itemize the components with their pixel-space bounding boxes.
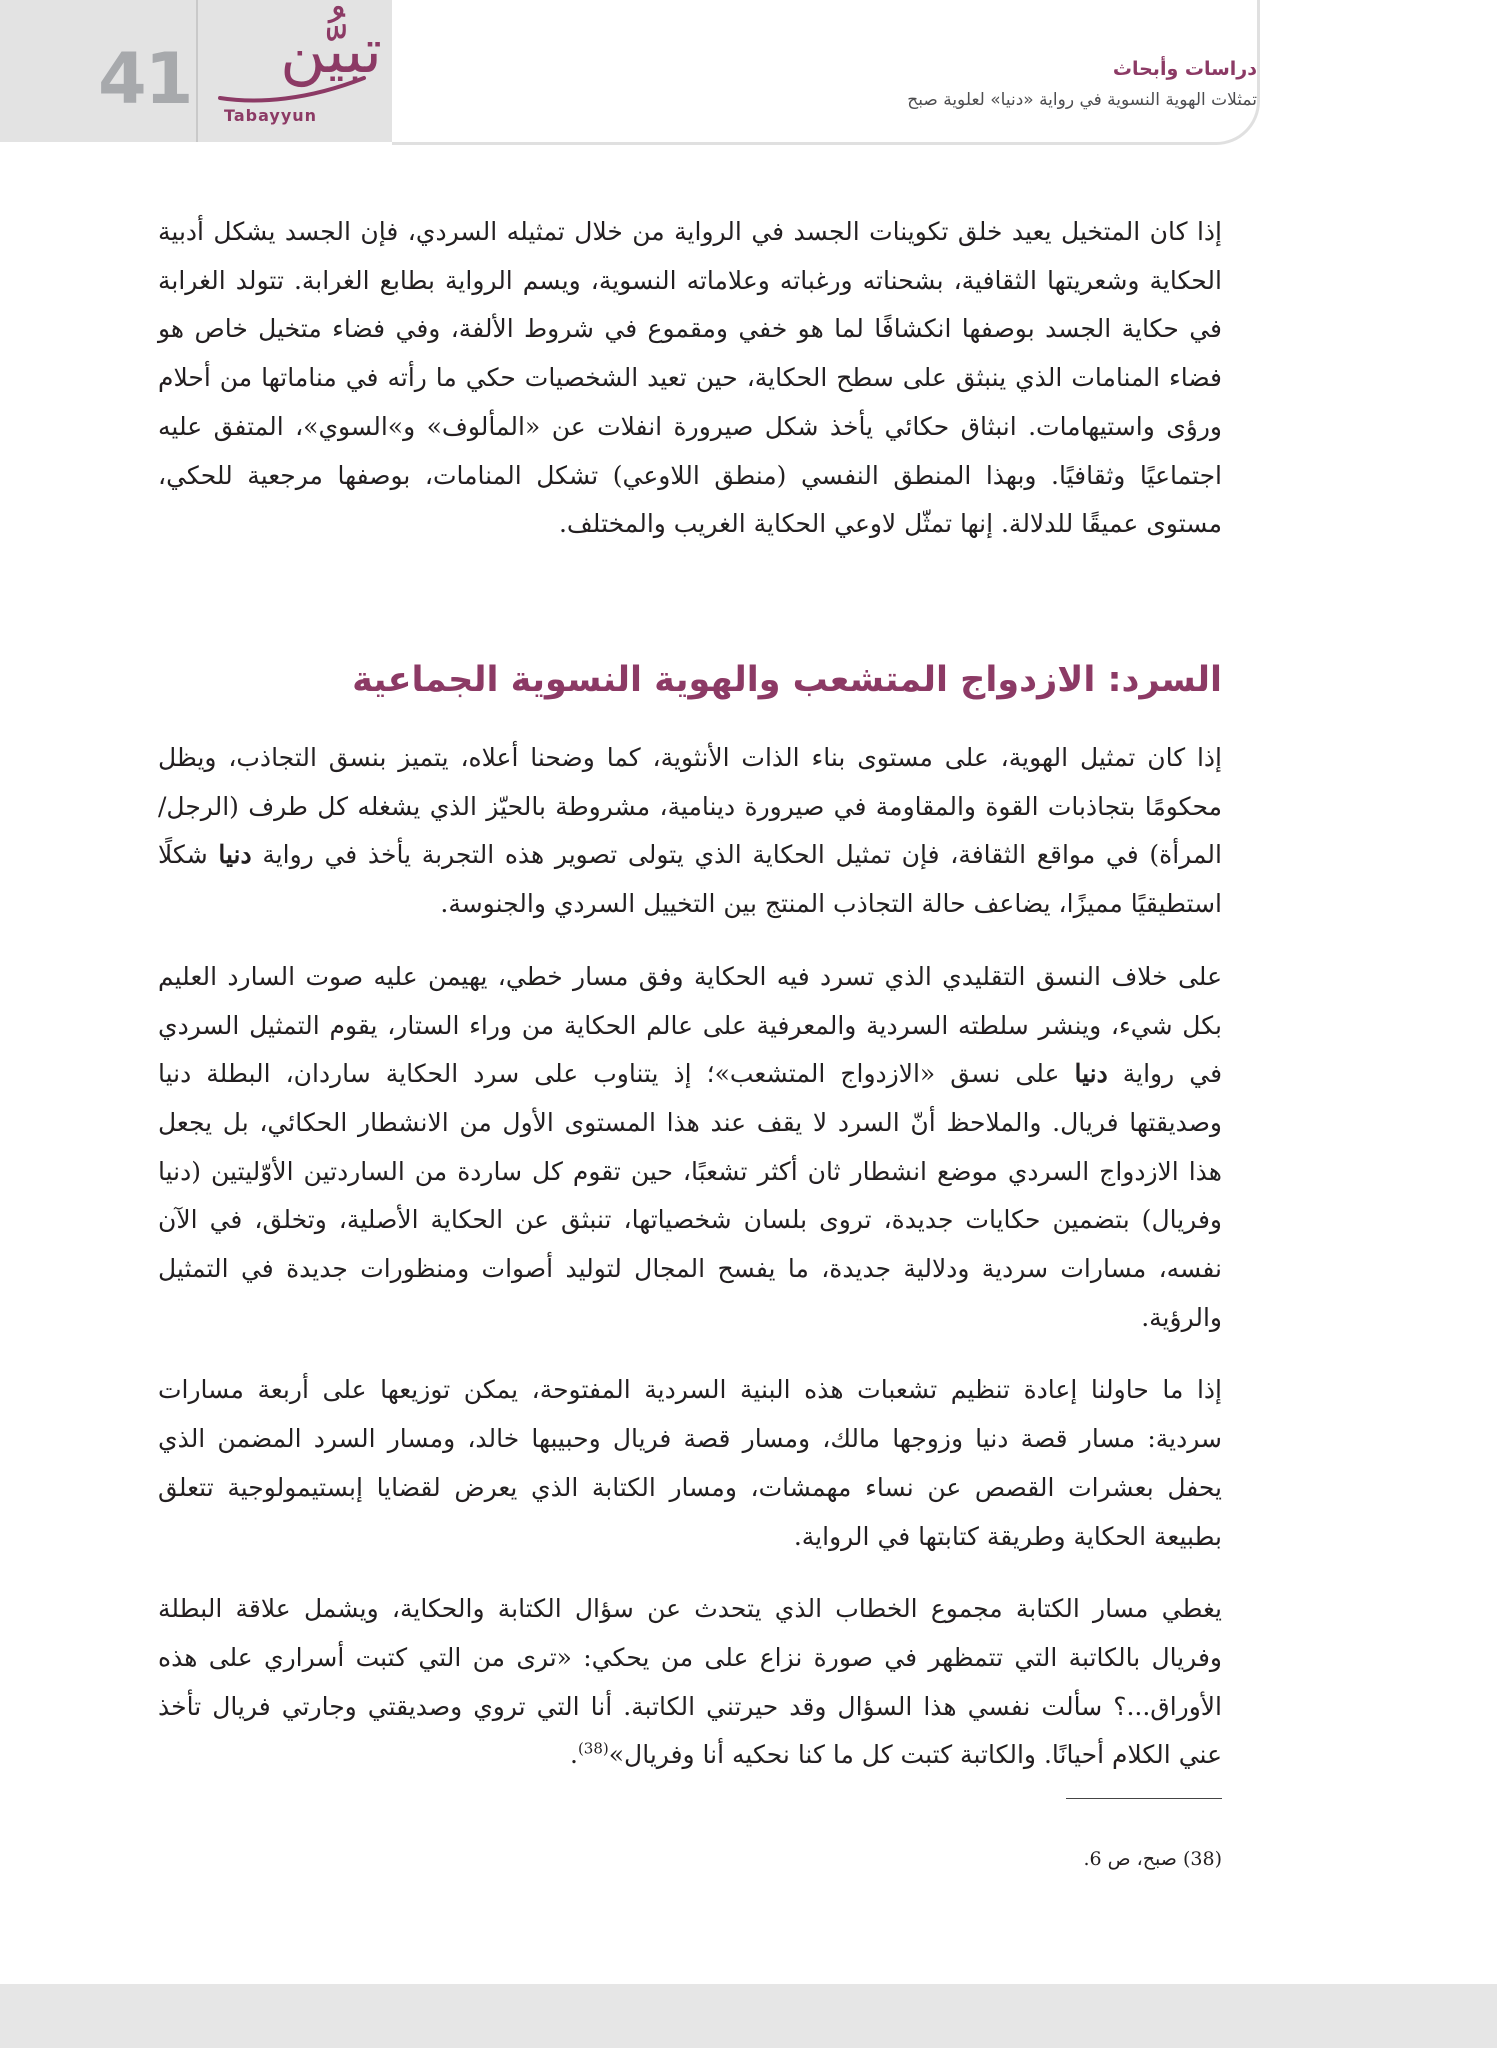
paragraph-5-text: يغطي مسار الكتابة مجموع الخطاب الذي يتحدث عن سؤال الكتابة والحكاية، ويشمل علاقة البطلة وفريال بالكاتبة التي تتمظهر في صورة نزاع على من يحكي: «ترى من التي كتبت أسراري على هذه الأوراق...؟ سألت نفسي هذا السؤال وقد حيرتني الكاتبة. أنا التي تروي وصديقتي وجارتي فريال تأخذ عني الكلام أحيانًا. والكاتبة كتبت كل ما كنا نحكيه أنا وفريال»	[158, 1594, 1223, 1770]
header-divider	[196, 0, 198, 142]
paragraph-2-text-a: إذا كان تمثيل الهوية، على مستوى بناء الذات الأنثوية، كما وضحنا أعلاه، يتميز بنسق التجاذب، ويظل محكومًا بتجاذبات القوة والمقاومة في صيرورة دينامية، مشروطة بالحيّز الذي يشغله كل طرف (الرجل/ المرأة) في مواقع الثقافة، فإن تمثيل الحكاية الذي يتولى تصوير هذه التجربة يأخذ في رواية	[158, 743, 1222, 870]
footnote-reference[interactable]: (38)	[577, 1740, 609, 1759]
footnote-text: صبح، ص 6.	[1083, 1848, 1177, 1870]
paragraph-1: إذا كان المتخيل يعيد خلق تكوينات الجسد في الرواية من خلال تمثيله السردي، فإن الجسد يشكل أدبية الحكاية وشعريتها الثقافية، بشحناته ورغباته وعلاماته النسوية، ويسم الرواية بطابع الغرابة. تتولد الغرابة في حكاية الجسد بوصفها انكشافًا لما هو خفي ومقموع في شروط الألفة، وفي فضاء متخيل خاص هو فضاء المنامات الذي ينبثق على سطح الحكاية، حين تعيد الشخصيات حكي ما رأته في مناماتها من أحلام ورؤى واستيهامات. انبثاق حكائي يأخذ شكل صيرورة انفلات عن «المألوف» و»السوي»، المتفق عليه اجتماعيًا وثقافيًا. وبهذا المنطق النفسي (منطق اللاوعي) تشكل المنامات، بوصفها مرجعية للحكي، مستوى عميقًا للدلالة. إنها تمثّل لاوعي الحكاية الغريب والمختلف.	[158, 217, 1222, 539]
intro-paragraph-block	[158, 208, 1222, 549]
footnote-number: (38)	[1182, 1848, 1222, 1870]
footer-bar	[0, 1984, 1497, 2048]
paragraph-4: إذا ما حاولنا إعادة تنظيم تشعبات هذه البنية السردية المفتوحة، يمكن توزيعها على أربعة مسارات سردية: مسار قصة دنيا وزوجها مالك، ومسار قصة فريال وحبيبها خالد، ومسار السرد المضمن الذي يحفل بعشرات القصص عن نساء مهمشات، ومسار الكتابة الذي يعرض لقضايا إبستيمولوجية تتعلق بطبيعة الحكاية وطريقة كتابتها في الرواية.	[158, 1375, 1222, 1551]
novel-title-dunya: دنيا	[1074, 1059, 1108, 1089]
section-label: دراسات وأبحاث	[1112, 58, 1257, 80]
paragraph-5	[158, 1585, 1222, 1780]
footnote	[1083, 1848, 1222, 1870]
paragraph-5-end: .	[569, 1740, 578, 1770]
paragraph-2-text-b: شكلًا استطيقيًا مميزًا، يضاعف حالة التجاذب المنتج بين التخييل السردي والجنوسة.	[158, 840, 1222, 919]
logo-arabic: تبيُّن	[280, 14, 382, 87]
paragraph-2	[158, 734, 1222, 929]
novel-title-dunya: دنيا	[218, 840, 252, 870]
section-body	[158, 734, 1222, 1804]
paragraph-3-text-a: على خلاف النسق التقليدي الذي تسرد فيه الحكاية وفق مسار خطي، يهيمن عليه صوت السارد العليم بكل شيء، وينشر سلطته السردية والمعرفية على عالم الحكاية من وراء الستار، يقوم التمثيل السردي في رواية	[158, 961, 1223, 1089]
footnote-divider	[1066, 1798, 1222, 1799]
section-heading: السرد: الازدواج المتشعب والهوية النسوية الجماعية	[352, 660, 1222, 700]
logo-swoosh-icon	[218, 68, 368, 108]
journal-logo	[210, 10, 390, 135]
paragraph-3-text-b: على نسق «الازدواج المتشعب»؛ إذ يتناوب على سرد الحكاية ساردان، البطلة دنيا وصديقتها فريال. والملاحظ أنّ السرد لا يقف عند هذا المستوى الأول من الانشطار الحكائي، بل يجعل هذا الازدواج السردي موضع انشطار ثان أكثر تشعبًا، حين تقوم كل ساردة من الساردتين الأوّليتين (دنيا وفريال) بتضمين حكايات جديدة، تروى بلسان شخصياتها، تنبثق عن الحكاية الأصلية، وتخلق، في الآن نفسه، مسارات سردية ودلالية جديدة، ما يفسح المجال لتوليد أصوات ومنظورات جديدة في التمثيل والرؤية.	[158, 1059, 1223, 1332]
paragraph-3	[158, 953, 1222, 1343]
page-number: 41	[98, 38, 192, 120]
logo-latin: Tabayyun	[224, 106, 318, 125]
running-title: تمثلات الهوية النسوية في رواية «دنيا» لعلوية صبح	[907, 90, 1257, 110]
